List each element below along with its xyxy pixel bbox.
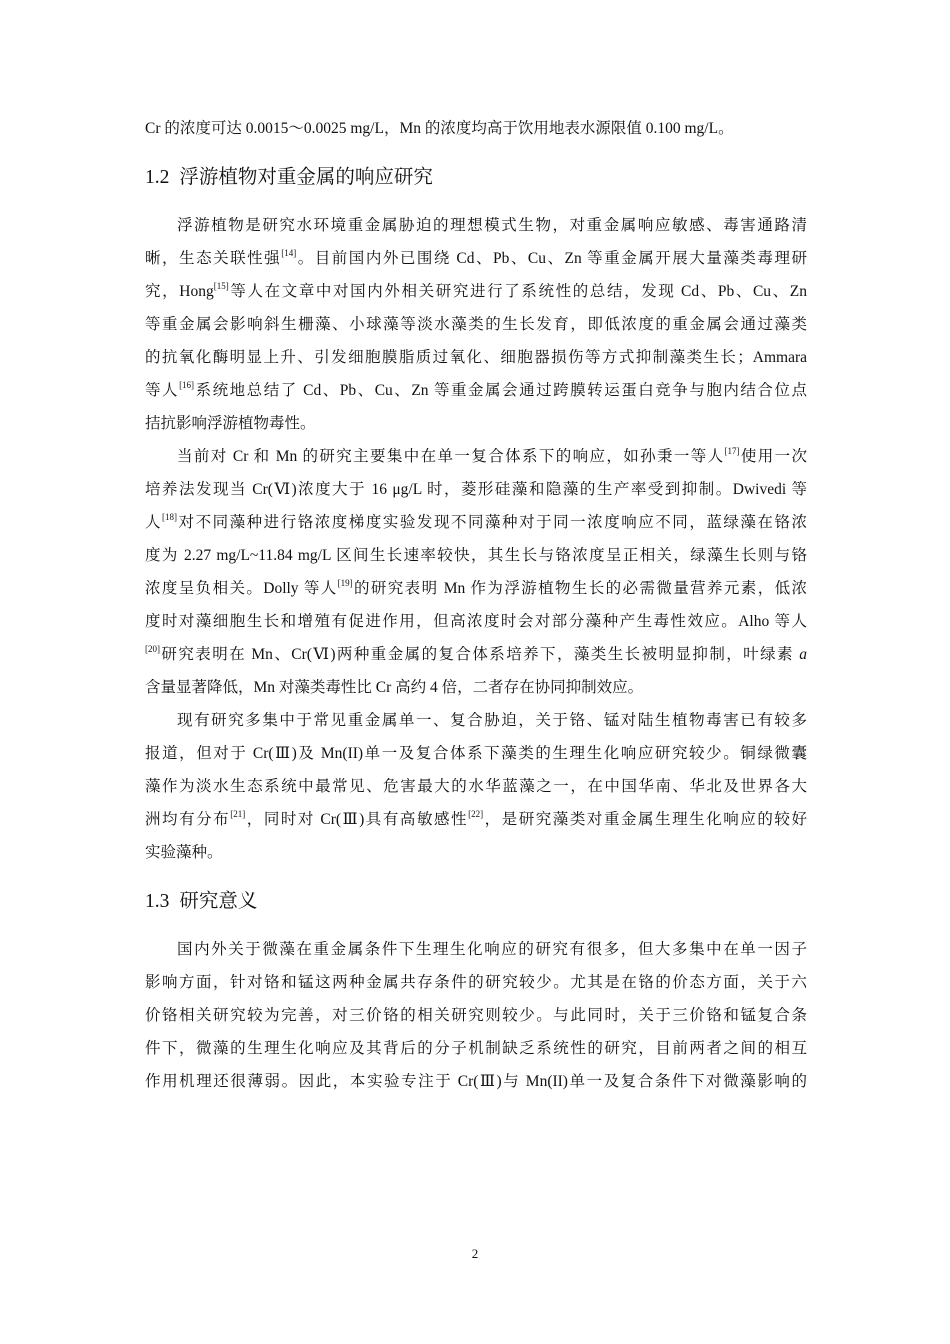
text-line: 现有研究多集中于常见重金属单一、复合胁迫，关于铬、锰对陆生植物毒害已有较多 [177, 712, 807, 729]
section-spacer [145, 869, 807, 883]
section-spacer [145, 195, 807, 209]
text-line: 作用机理还很薄弱。因此，本实验专注于 Cr(Ⅲ)与 Mn(II)单一及复合条件下对微藻影响的 [145, 1073, 807, 1090]
text-line: 影响方面，针对铬和锰这两种金属共存条件的研究较少。尤其是在铬的价态方面，关于六 [145, 974, 807, 991]
section-heading [145, 883, 807, 919]
text-line: 报道，但对于 Cr(Ⅲ)及 Mn(II)单一及复合体系下藻类的生理生化响应研究较少。铜绿微囊 [145, 745, 807, 762]
text-line: 人[18]对不同藻种进行铬浓度梯度实验发现不同藻种对于同一浓度响应不同，蓝绿藻在铬浓 [145, 512, 807, 531]
section-title: 浮游植物对重金属的响应研究 [179, 165, 433, 188]
text-line: 浓度呈负相关。Dolly 等人[19]的研究表明 Mn 作为浮游植物生长的必需微量营养元素，低浓 [145, 578, 807, 597]
text-line: 等重金属会影响斜生栅藻、小球藻等淡水藻类的生长发育，即低浓度的重金属会通过藻类 [145, 316, 807, 333]
text-line: 等人[16]系统地总结了 Cd、Pb、Cu、Zn 等重金属会通过跨膜转运蛋白竞争与胞内结合位点 [145, 380, 807, 399]
citation-ref: [17] [724, 446, 740, 456]
text-line: 含量显著降低，Mn 对藻类毒性比 Cr 高约 4 倍，二者存在协同抑制效应。 [145, 679, 644, 696]
page-number: 2 [471, 1246, 479, 1261]
section-title: 研究意义 [179, 889, 258, 912]
text-line: 当前对 Cr 和 Mn 的研究主要集中在单一复合体系下的响应，如孙秉一等人[17]使用一次 [177, 446, 807, 465]
text-line: Cr 的浓度可达 0.0015～0.0025 mg/L，Mn 的浓度均高于饮用地表水源限值 0.100 mg/L。 [145, 120, 734, 137]
text-line: 浮游植物是研究水环境重金属胁迫的理想模式生物，对重金属响应敏感、毒害通路清 [177, 217, 807, 234]
text-line: 的抗氧化酶明显上升、引发细胞膜脂质过氧化、细胞器损伤等方式抑制藻类生长；Ammara [145, 349, 807, 366]
text-line: 藻作为淡水生态系统中最常见、危害最大的水华蓝藻之一，在中国华南、华北及世界各大 [145, 778, 807, 795]
text-line: 晰，生态关联性强[14]。目前国内外已围绕 Cd、Pb、Cu、Zn 等重金属开展大量藻类毒理研 [145, 248, 807, 267]
text-line: 价铬相关研究较为完善，对三价铬的相关研究则较少。与此同时，关于三价铬和锰复合条 [145, 1007, 807, 1024]
citation-ref: [22] [468, 809, 484, 819]
text-line: 培养法发现当 Cr(Ⅵ)浓度大于 16 μg/L 时，菱形硅藻和隐藻的生产率受到抑制。Dwivedi 等 [145, 481, 807, 498]
section-number: 1.2 [145, 167, 170, 188]
section-spacer [145, 145, 807, 159]
citation-ref: [21] [230, 809, 246, 819]
section-number: 1.3 [145, 891, 170, 912]
section-spacer [145, 919, 807, 933]
citation-ref: [14] [281, 248, 297, 258]
text-line: 拮抗影响浮游植物毒性。 [145, 415, 316, 432]
text-line: [20]研究表明在 Mn、Cr(Ⅵ)两种重金属的复合体系培养下，藻类生长被明显抑制，叶绿素 a [145, 644, 807, 663]
citation-ref: [18] [162, 512, 178, 522]
text-line: 度为 2.27 mg/L~11.84 mg/L 区间生长速率较快，其生长与铬浓度呈正相关，绿藻生长则与铬 [145, 547, 807, 564]
document-body [145, 112, 807, 1098]
text-line: 究，Hong[15]等人在文章中对国内外相关研究进行了系统性的总结，发现 Cd、Pb、Cu、Zn [145, 281, 807, 300]
citation-ref: [19] [337, 578, 353, 588]
text-line: 件下，微藻的生理生化响应及其背后的分子机制缺乏系统性的研究，目前两者之间的相互 [145, 1040, 807, 1057]
citation-ref: [15] [213, 281, 229, 291]
text-line: 度时对藻细胞生长和增殖有促进作用，但高浓度时会对部分藻种产生毒性效应。Alho 等人 [145, 613, 807, 630]
text-line: 洲均有分布[21]，同时对 Cr(Ⅲ)具有高敏感性[22]，是研究藻类对重金属生理生化响应的较好 [145, 809, 807, 828]
section-heading [145, 159, 807, 195]
citation-ref: [16] [179, 380, 195, 390]
text-line: 国内外关于微藻在重金属条件下生理生化响应的研究有很多，但大多集中在单一因子 [177, 941, 807, 958]
text-line: 实验藻种。 [145, 844, 223, 861]
citation-ref: [20] [145, 644, 160, 654]
